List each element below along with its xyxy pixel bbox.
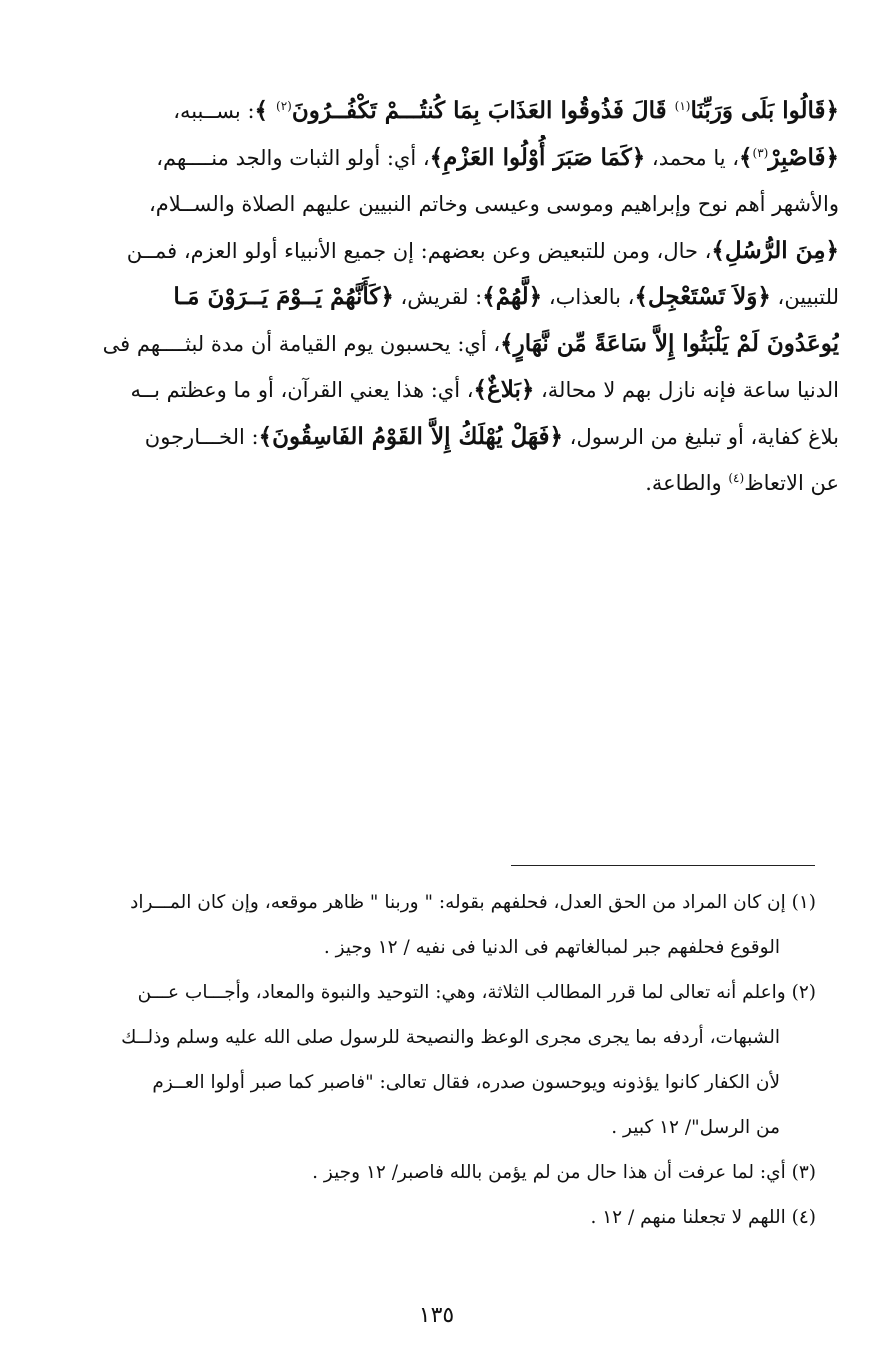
footnote-line: (٣) أي: لما عرفت أن هذا حال من لم يؤمن بالله فاصبر/ ١٢ وجيز . [312,1162,816,1183]
commentary-text: : الخـــارجون [144,424,259,449]
commentary-text: : بســببه، [173,99,255,123]
body-line [64,181,839,228]
quran-quote: ﴿بَلاغٌ﴾ [473,376,535,403]
quran-quote: ﴾ [254,97,277,124]
footnotes-section [64,880,816,1240]
footnote-divider [511,865,815,866]
footnote [64,970,816,1150]
commentary-text: ، أي: هذا يعني القرآن، أو ما وعظتم بــه [130,378,474,402]
body-line [64,228,839,275]
quran-quote: ﴿كَأَنَّهُمْ يَــوْمَ يَــرَوْنَ مَـا [173,283,394,310]
quran-quote: يُوعَدُونَ لَمْ يَلْبَثُوا إِلاَّ سَاعَةً مِّن نَّهَارٍ﴾ [500,329,839,357]
commentary-text: ، بالعذاب، [542,285,635,309]
body-line [64,274,839,321]
footnote-line: من الرسل"/ ١٢ كبير . [611,1117,780,1138]
footnote-line: (١) إن كان المراد من الحق العدل، فحلفهم بقوله: " وربنا " ظاهر موقعه، وإن كان المـــراد [130,892,816,913]
quran-quote: قَالَ فَذُوقُوا العَذَابَ بِمَا كُنتُـــمْ تَكْفُــرُونَ [291,97,675,124]
commentary-text: للتبيين، [770,285,839,309]
commentary-text: والأشهر أهم نوح وإبراهيم وموسى وعيسى وخاتم النبيين عليهم الصلاة والســلام، [149,192,839,216]
footnote [64,1195,816,1240]
commentary-text: : لقريش، [393,285,483,309]
quran-quote: ﴾ [739,143,753,171]
main-body-text [64,88,839,507]
body-line [64,414,839,461]
footnote-line: الشبهات، أردفه بما يجرى مجرى الوعظ والنصيحة للرسول صلى الله عليه وسلم وذلــك [121,1027,780,1048]
commentary-text: بلاغ كفاية، أو تبليغ من الرسول، [562,424,839,449]
footnote-marker: (٤) [728,471,745,485]
body-line [64,88,839,135]
commentary-text: ، حال، ومن للتبعيض وعن بعضهم: إن جميع الأنبياء أولو العزم، فمــن [126,238,712,263]
footnote-line: لأن الكفار كانوا يؤذونه ويوحسون صدره، فقال تعالى: "فاصبر كما صبر أولوا العــزم [152,1072,780,1093]
commentary-text: الدنيا ساعة فإنه نازل بهم لا محالة، [534,378,839,402]
quran-quote: ﴿فَهَلْ يُهْلَكُ إِلاَّ القَوْمُ الفَاسِقُونَ﴾ [258,422,563,450]
body-line [64,321,839,368]
commentary-text: ، يا محمد، [645,145,740,170]
quran-quote: ﴿لَّهُمْ﴾ [482,283,543,310]
quran-quote: ﴿كَمَا صَبَرَ أُوْلُوا العَزْمِ﴾ [429,143,646,171]
footnote-marker: (٣) [752,145,769,160]
quran-quote: ﴿فَاصْبِرْ [768,143,839,171]
footnote-marker: (٢) [276,99,292,113]
body-line [64,367,839,414]
footnote-line: الوقوع فحلفهم جبر لمبالغاتهم فى الدنيا فى نفيه / ١٢ وجيز . [323,937,780,958]
footnote-line: (٢) واعلم أنه تعالى لما قرر المطالب الثلاثة، وهي: التوحيد والنبوة والمعاد، وأجـــاب عـــن [137,982,816,1003]
footnote [64,1150,816,1195]
body-line [64,460,839,507]
quran-quote: ﴿وَلاَ تَسْتَعْجِل﴾ [634,283,771,310]
commentary-text: ، أي: أولو الثبات والجد منــــهم، [156,145,430,170]
body-line [64,135,839,182]
quran-quote: ﴿مِنَ الرُّسُلِ﴾ [711,236,839,264]
footnote [64,880,816,970]
quran-quote: ﴿قَالُوا بَلَى وَرَبِّنَا [690,97,839,124]
commentary-text: عن الاتعاظ [744,471,839,495]
footnote-line: (٤) اللهم لا تجعلنا منهم / ١٢ . [590,1207,816,1228]
footnote-marker: (١) [674,99,691,113]
commentary-text: ، أي: يحسبون يوم القيامة أن مدة لبثــــهم فى [102,331,501,356]
commentary-text: والطاعة. [645,471,729,495]
page-number: ١٣٥ [418,1303,455,1328]
